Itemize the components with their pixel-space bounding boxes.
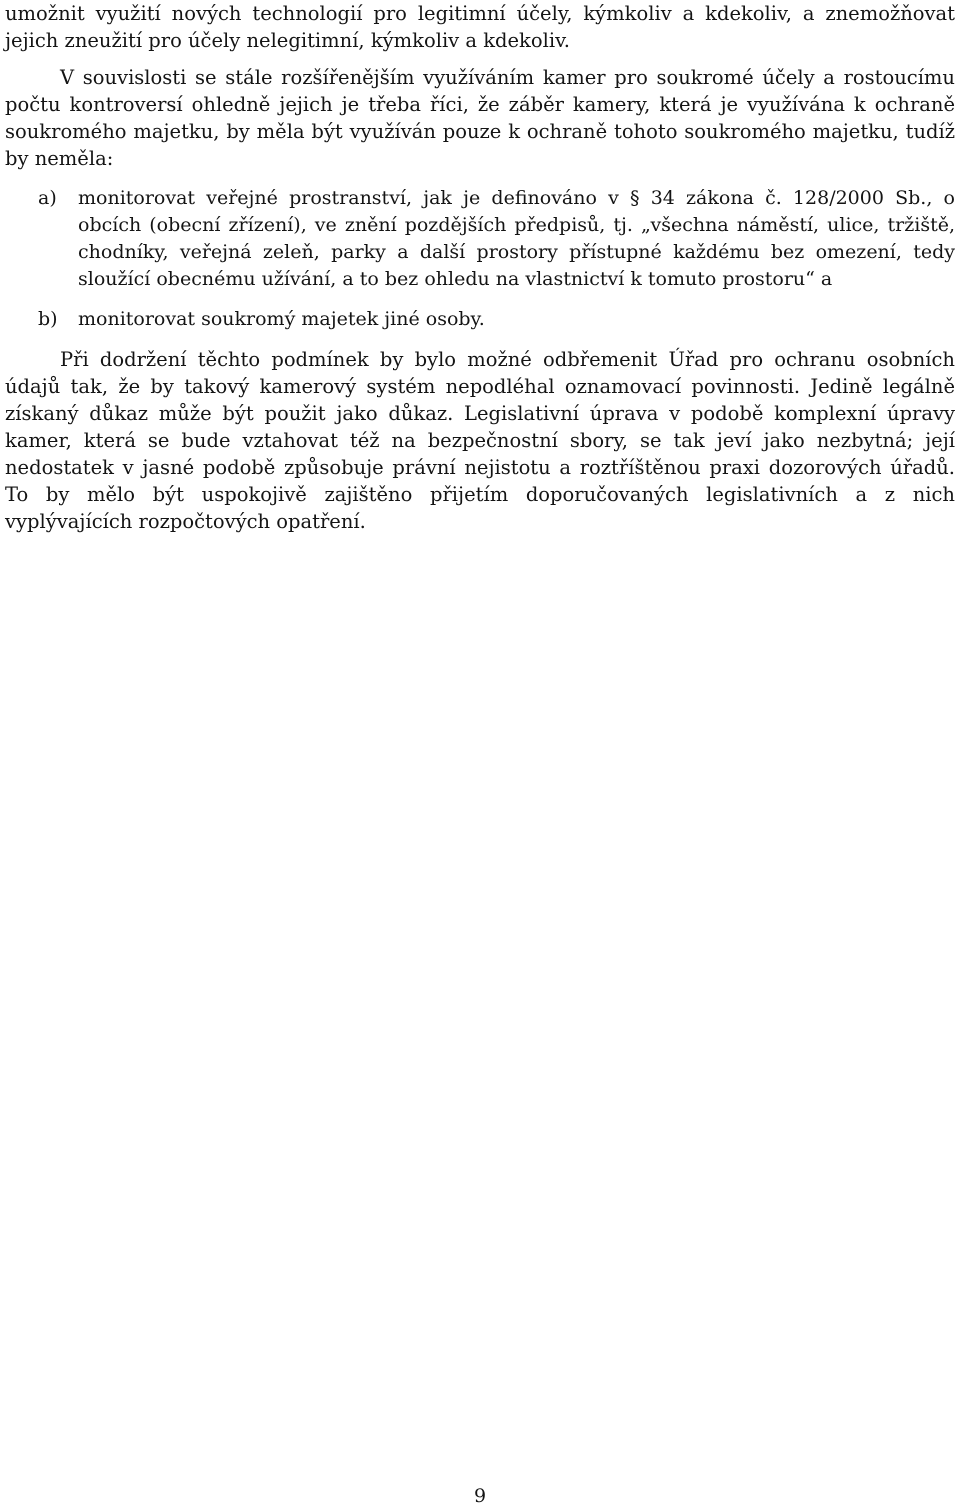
page-number: 9: [473, 1485, 487, 1507]
list-item-text: monitorovat soukromý majetek jiné osoby.: [78, 308, 485, 330]
list-item-text: monitorovat veřejné prostranství, jak je definováno v § 34 zákona č. 128/2000 Sb., o obcích (obecní zřízení), ve znění pozdějších předpisů, tj. „všechna náměstí, ulice, tržiště, chodníky, veřejná zeleň, parky a další prostory přístupné každému bez omezení, tedy sloužící obecnému užívání, a to bez ohledu na vlastnictví k tomuto prostoru“ a: [78, 187, 955, 290]
paragraph-intro: umožnit využití nových technologií pro legitimní účely, kýmkoliv a kdekoliv, a znemožňovat jejich zneužití pro účely nelegitimní, kýmkoliv a kdekoliv.: [5, 2, 955, 52]
paragraph-camera-context: V souvislosti se stále rozšířenějším využíváním kamer pro soukromé účely a rostoucímu počtu kontroversí ohledně jejich je třeba říci, že záběr kamery, která je využívána k ochraně soukromého majetku, by měla být využíván pouze k ochraně tohoto soukromého majetku, tudíž by neměla:: [5, 66, 955, 170]
list-item-b: [38, 306, 955, 333]
list-marker: b): [38, 308, 58, 330]
list-marker: a): [38, 187, 57, 209]
paragraph-conclusion: Při dodržení těchto podmínek by bylo možné odbřemenit Úřad pro ochranu osobních údajů tak, že by takový kamerový systém nepodléhal oznamovací povinnosti. Jedině legálně získaný důkaz může být použit jako důkaz. Legislativní úprava v podobě komplexní úpravy kamer, která se bude vztahovat též na bezpečnostní sbory, se tak jeví jako nezbytná; její nedostatek v jasné podobě způsobuje právní nejistotu a roztříštěnou praxi dozorových úřadů. To by mělo být uspokojivě zajištěno přijetím doporučovaných legislativních a z nich vyplývajících rozpočtových opatření.: [5, 348, 955, 533]
list-item-a: [38, 185, 955, 293]
